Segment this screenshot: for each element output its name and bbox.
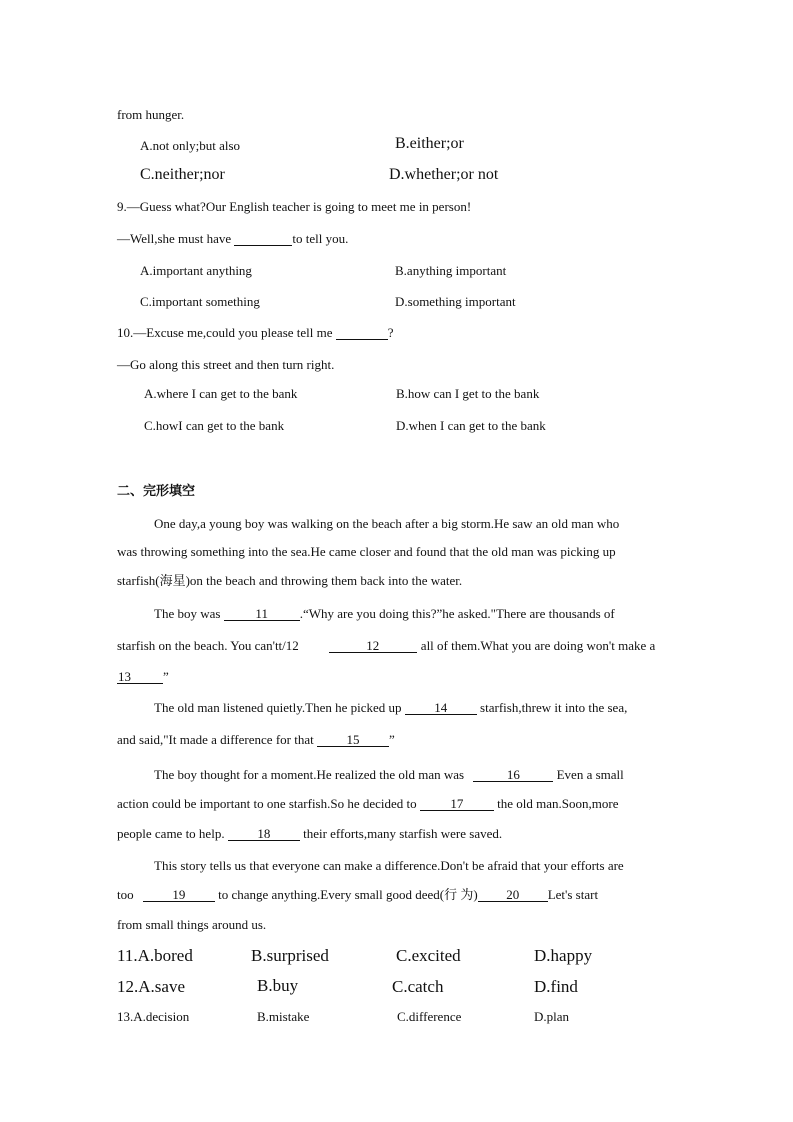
passage-text: The old man listened quietly.Then he picked up xyxy=(154,700,405,715)
q13-option-d: D.plan xyxy=(534,1009,570,1024)
passage-text: Let's start xyxy=(547,887,599,902)
blank-15: 15 xyxy=(317,733,389,747)
passage-p4-line1 xyxy=(154,768,624,782)
q9-response-post: to tell you. xyxy=(292,231,349,246)
passage-text: The boy was xyxy=(154,606,224,621)
q9-response xyxy=(117,232,348,246)
blank-18: 18 xyxy=(228,827,300,841)
q10-question-post: ? xyxy=(387,325,394,340)
passage-p1-line3: starfish(海星)on the beach and throwing them back into the water. xyxy=(117,573,463,588)
q8-option-d: D.whether;or not xyxy=(389,166,499,183)
q12-option-c: C.catch xyxy=(392,977,444,996)
q9-option-b: B.anything important xyxy=(395,263,507,278)
q12-option-b: B.buy xyxy=(257,976,299,995)
blank-16: 16 xyxy=(473,768,553,782)
q12-option-a: 12.A.save xyxy=(117,977,185,996)
q9-option-a: A.important anything xyxy=(140,263,252,278)
q8-option-a: A.not only;but also xyxy=(140,138,241,153)
passage-p4-line2 xyxy=(117,797,618,811)
blank-20: 20 xyxy=(478,888,548,902)
passage-text: Even a small xyxy=(553,767,624,782)
q10-question-pre: 10.—Excuse me,could you please tell me xyxy=(117,325,336,340)
passage-text: ” xyxy=(388,732,395,747)
passage-text: and said,"It made a difference for that xyxy=(117,732,317,747)
passage-text: to change anything.Every small good deed(行 为) xyxy=(214,887,478,902)
passage-text: ” xyxy=(163,669,169,684)
passage-text: starfish on the beach. You can'tt/12 xyxy=(117,638,299,653)
blank-11: 11 xyxy=(224,607,300,621)
passage-p3-line2 xyxy=(117,733,395,747)
q8-option-c: C.neither;nor xyxy=(140,166,225,183)
q8-tail-text: from hunger. xyxy=(117,107,185,122)
passage-p1-line1: One day,a young boy was walking on the beach after a big storm.He saw an old man who xyxy=(154,516,620,531)
passage-text: The boy thought for a moment.He realized the old man was xyxy=(154,767,468,782)
passage-p2-line1 xyxy=(154,607,615,621)
passage-text: their efforts,many starfish were saved. xyxy=(299,826,503,841)
passage-text: .“Why are you doing this?”he asked."There are thousands of xyxy=(299,606,615,621)
q12-option-d: D.find xyxy=(534,977,578,996)
q9-option-c: C.important something xyxy=(140,294,260,309)
q11-option-c: C.excited xyxy=(396,946,461,965)
q10-response: —Go along this street and then turn right. xyxy=(117,357,335,372)
q10-option-b: B.how can I get to the bank xyxy=(396,386,540,401)
passage-p2-line2 xyxy=(117,639,655,653)
passage-p2-line3 xyxy=(117,670,169,684)
passage-p5-line3: from small things around us. xyxy=(117,917,267,932)
q9-answer-blank xyxy=(234,232,292,246)
q10-option-a: A.where I can get to the bank xyxy=(144,386,298,401)
passage-p5-line1: This story tells us that everyone can make a difference.Don't be afraid that your efforts are xyxy=(154,858,624,873)
passage-text: people came to help. xyxy=(117,826,228,841)
passage-p3-line1 xyxy=(154,701,627,715)
blank-13: 13 xyxy=(117,670,163,684)
passage-p4-line3 xyxy=(117,827,502,841)
q9-question: 9.—Guess what?Our English teacher is going to meet me in person! xyxy=(117,199,472,214)
q8-option-b: B.either;or xyxy=(395,135,464,152)
blank-17: 17 xyxy=(420,797,494,811)
q13-option-c: C.difference xyxy=(397,1009,462,1024)
q10-question xyxy=(117,326,394,340)
blank-12: 12 xyxy=(329,639,417,653)
passage-p5-line2 xyxy=(117,888,598,902)
q10-option-d: D.when I can get to the bank xyxy=(396,418,546,433)
q11-option-d: D.happy xyxy=(534,946,593,965)
passage-text: action could be important to one starfish.So he decided to xyxy=(117,796,420,811)
q9-option-d: D.something important xyxy=(395,294,516,309)
blank-19: 19 xyxy=(143,888,215,902)
q10-option-c: C.howI can get to the bank xyxy=(144,418,285,433)
q10-answer-blank xyxy=(336,326,388,340)
q13-option-b: B.mistake xyxy=(257,1009,310,1024)
blank-14: 14 xyxy=(405,701,477,715)
section-title: 二、完形填空 xyxy=(117,484,196,499)
passage-text: the old man.Soon,more xyxy=(493,796,619,811)
passage-text: all of them.What you are doing won't make a xyxy=(420,638,656,653)
q11-option-a: 11.A.bored xyxy=(117,946,193,965)
q9-response-pre: —Well,she must have xyxy=(117,231,235,246)
q11-option-b: B.surprised xyxy=(251,946,329,965)
passage-text: starfish,threw it into the sea, xyxy=(476,700,628,715)
passage-p1-line2: was throwing something into the sea.He came closer and found that the old man was picking up xyxy=(117,544,616,559)
q13-option-a: 13.A.decision xyxy=(117,1009,190,1024)
passage-text: too xyxy=(117,887,137,902)
